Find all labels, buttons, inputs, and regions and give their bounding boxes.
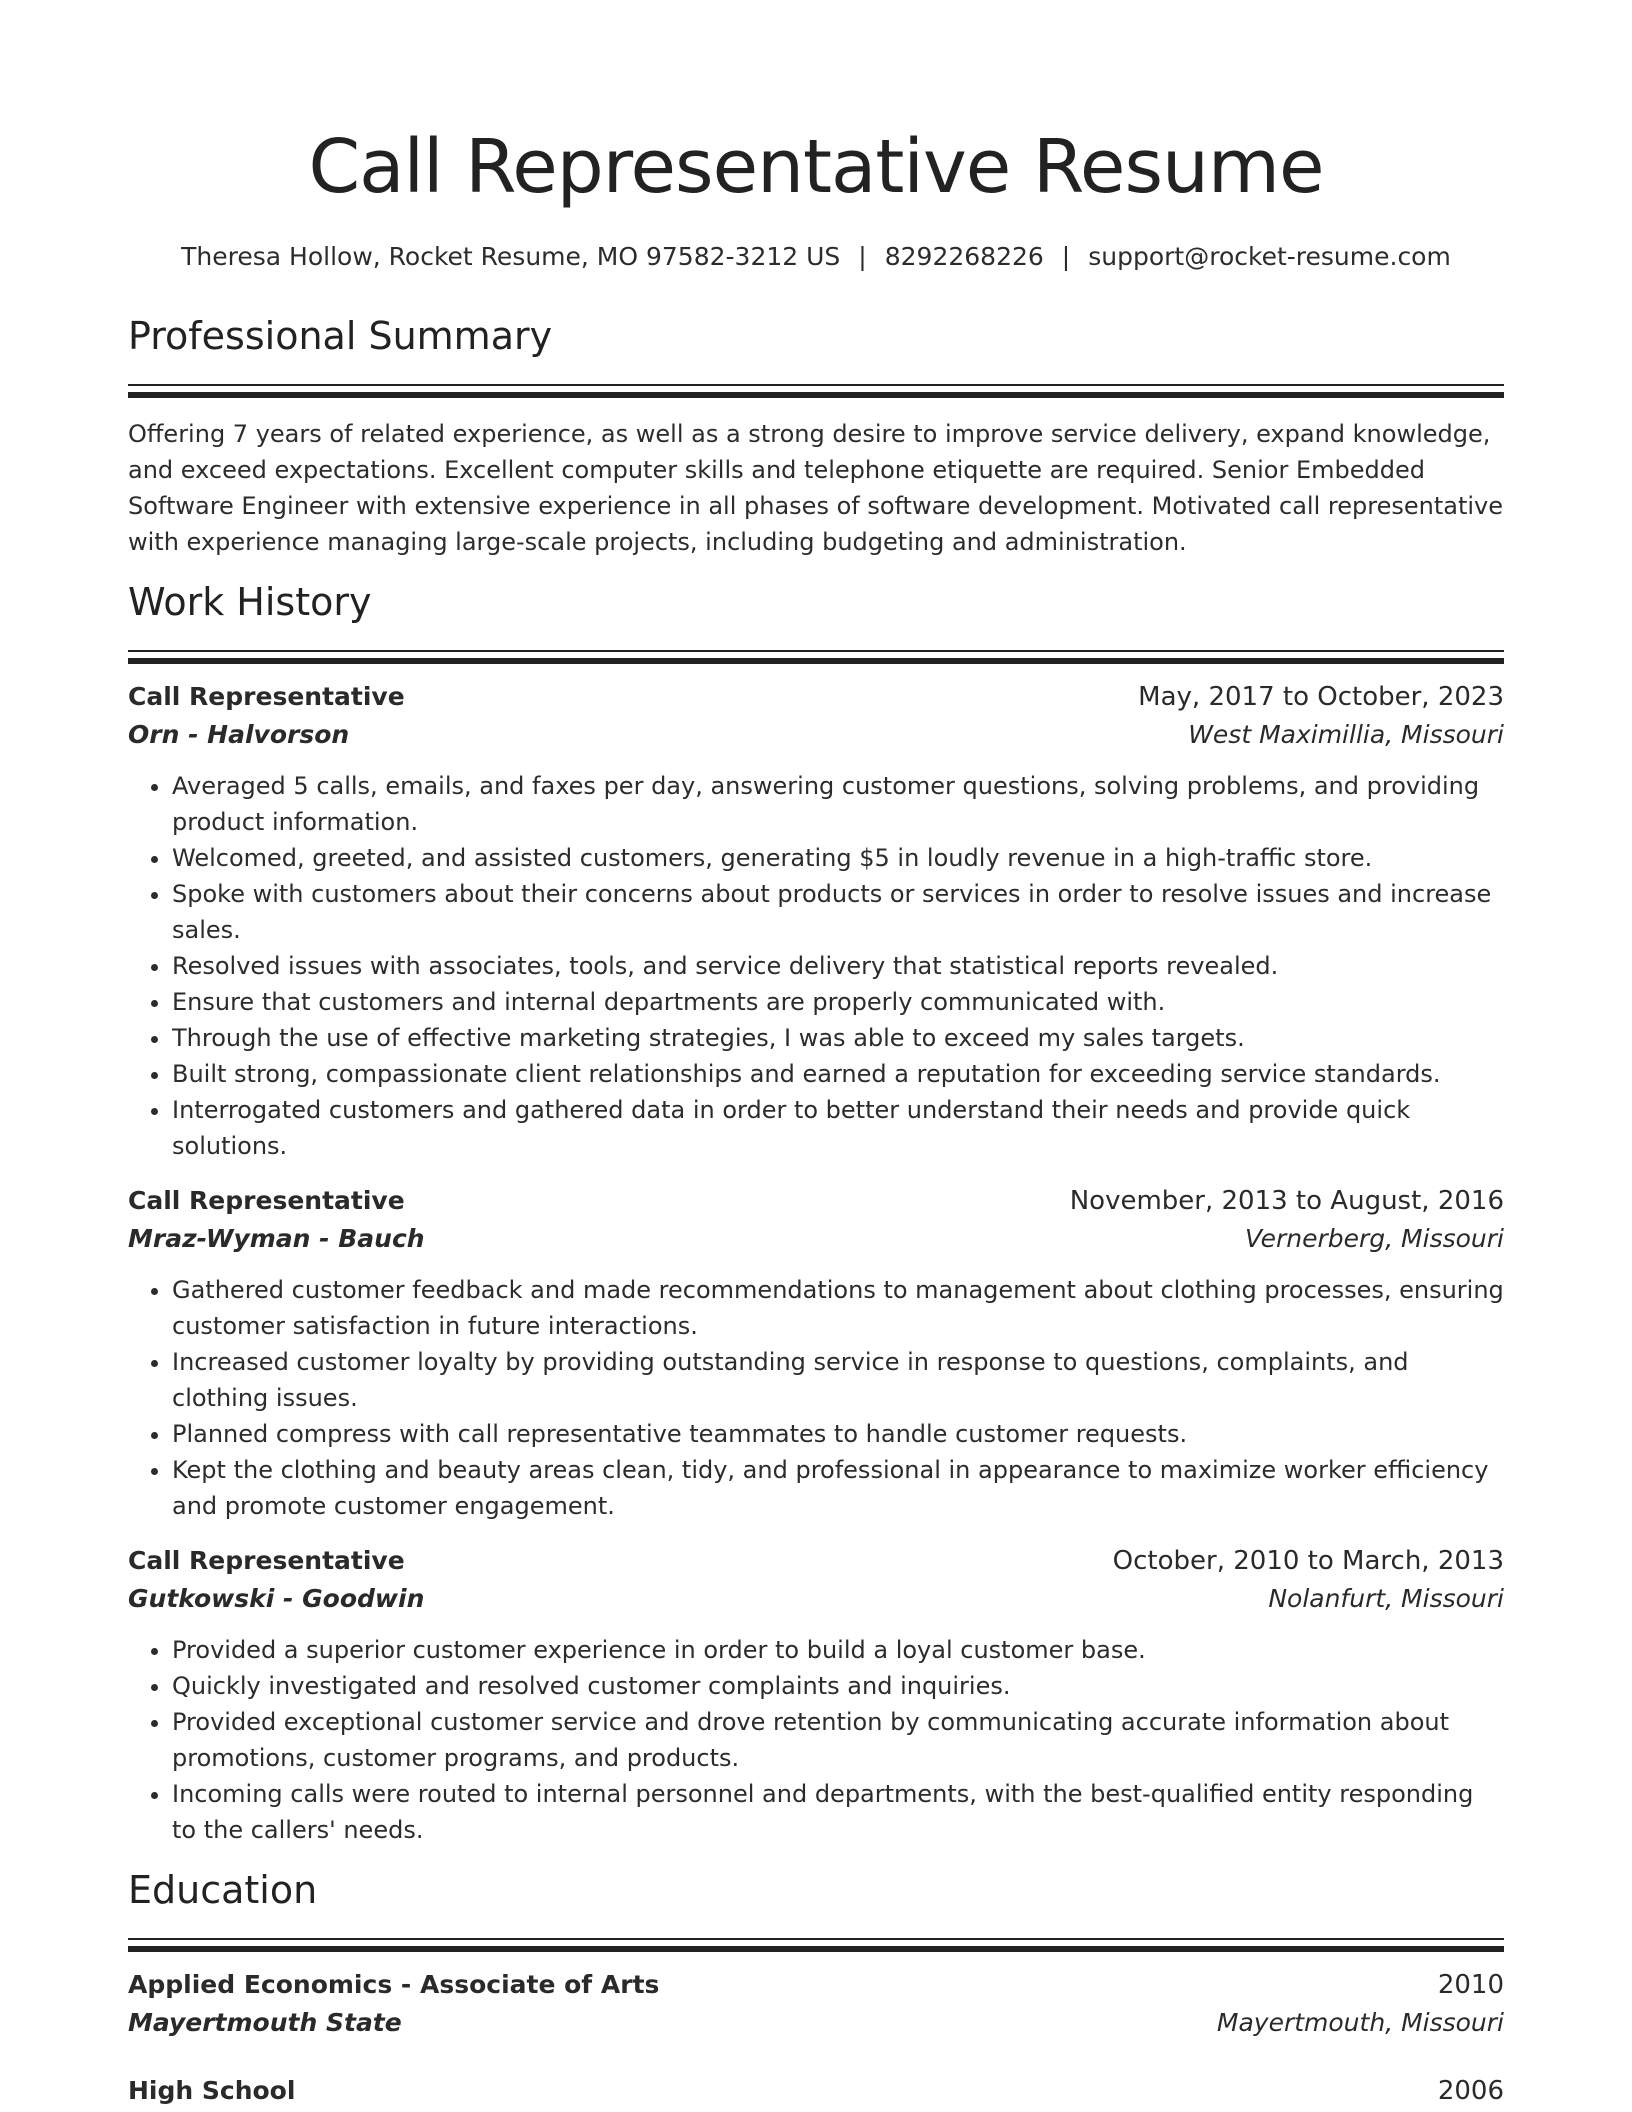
job-title: Call Representative (128, 1186, 405, 1215)
contact-phone: 8292268226 (884, 242, 1044, 271)
bullet-item: • Spoke with customers about their concerns about products or services in order to resolve issues and increase sales. (172, 876, 1504, 948)
bullet-item: • Provided a superior customer experience in order to build a loyal customer base. (172, 1632, 1504, 1668)
bullet-item: • Provided exceptional customer service and drove retention by communicating accurate information about promotions, customer programs, and products. (172, 1704, 1504, 1776)
contact-email: support@rocket-resume.com (1088, 242, 1451, 271)
job-bullets (128, 1632, 1504, 1848)
work-history-section (128, 576, 1504, 1848)
job-bullets (128, 768, 1504, 1164)
education-heading: Education (128, 1868, 318, 1912)
bullet-item: • Resolved issues with associates, tools, and service delivery that statistical reports revealed. (172, 948, 1504, 984)
summary-heading: Professional Summary (128, 314, 553, 358)
section-divider (128, 650, 1504, 652)
job-dates: May, 2017 to October, 2023 (1138, 682, 1504, 712)
bullet-item: • Kept the clothing and beauty areas clean, tidy, and professional in appearance to maximize worker efficiency and promote customer engagement. (172, 1452, 1504, 1524)
resume-title: Call Representative Resume (308, 124, 1324, 210)
degree-title: Applied Economics - Associate of Arts (128, 1970, 660, 1999)
bullet-item: • Increased customer loyalty by providing outstanding service in response to questions, complaints, and clothing issues. (172, 1344, 1504, 1416)
work-history-heading: Work History (128, 580, 372, 624)
resume-page (128, 0, 1504, 2110)
degree-title: High School (128, 2076, 296, 2105)
bullet-item: • Welcomed, greeted, and assisted customers, generating $5 in loudly revenue in a high-traffic store. (172, 840, 1504, 876)
job-location: West Maximillia, Missouri (1188, 720, 1504, 749)
bullet-item: • Quickly investigated and resolved customer complaints and inquiries. (172, 1668, 1504, 1704)
graduation-year: 2010 (1437, 1970, 1504, 2000)
bullet-item: • Incoming calls were routed to internal personnel and departments, with the best-qualified entity responding to the callers' needs. (172, 1776, 1504, 1848)
contact-separator: | (858, 242, 867, 271)
graduation-year: 2006 (1437, 2076, 1504, 2106)
contact-separator: | (1061, 242, 1071, 271)
section-divider (128, 1938, 1504, 1940)
bullet-item: • Ensure that customers and internal departments are properly communicated with. (172, 984, 1504, 1020)
section-divider (128, 1946, 1504, 1952)
job-location: Vernerberg, Missouri (1244, 1224, 1504, 1253)
job-dates: November, 2013 to August, 2016 (1069, 1186, 1504, 1216)
section-divider (128, 658, 1504, 664)
company-name: Orn - Halvorson (128, 720, 350, 749)
job-entry (128, 1542, 1504, 1848)
bullet-item: • Through the use of effective marketing strategies, I was able to exceed my sales targets. (172, 1020, 1504, 1056)
bullet-item: • Averaged 5 calls, emails, and faxes per day, answering customer questions, solving problems, and providing product information. (172, 768, 1504, 840)
education-entry (128, 1966, 1504, 2042)
contact-line (128, 240, 1504, 274)
company-name: Gutkowski - Goodwin (128, 1584, 425, 1613)
bullet-item: • Built strong, compassionate client relationships and earned a reputation for exceeding service standards. (172, 1056, 1504, 1092)
job-location: Nolanfurt, Missouri (1268, 1584, 1504, 1613)
section-divider (128, 392, 1504, 398)
education-section (128, 1864, 1504, 2110)
school-name: Mayertmouth State (128, 2008, 402, 2037)
bullet-item: • Gathered customer feedback and made recommendations to management about clothing processes, ensuring customer satisfaction in future interactions. (172, 1272, 1504, 1344)
job-entry (128, 1182, 1504, 1524)
school-location: Mayertmouth, Missouri (1216, 2008, 1504, 2037)
bullet-item: • Interrogated customers and gathered data in order to better understand their needs and provide quick solutions. (172, 1092, 1504, 1164)
job-entry (128, 678, 1504, 1164)
summary-section (128, 310, 1504, 560)
section-divider (128, 384, 1504, 386)
bullet-item: • Planned compress with call representative teammates to handle customer requests. (172, 1416, 1504, 1452)
contact-address: Theresa Hollow, Rocket Resume, MO 97582-3212 US (181, 242, 841, 271)
job-dates: October, 2010 to March, 2013 (1112, 1546, 1504, 1576)
job-title: Call Representative (128, 1546, 405, 1575)
job-bullets (128, 1272, 1504, 1524)
education-entry (128, 2072, 1504, 2110)
company-name: Mraz-Wyman - Bauch (128, 1224, 425, 1253)
job-title: Call Representative (128, 682, 405, 711)
summary-text: Offering 7 years of related experience, as well as a strong desire to improve service delivery, expand knowledge, and exceed expectations. Excellent computer skills and telephone etiquette are required. Senior Embedded Software Engineer with extensive experience in all phases of software development. Motivated call representative with experience managing large-scale projects, including budgeting and administration. (128, 420, 1503, 556)
